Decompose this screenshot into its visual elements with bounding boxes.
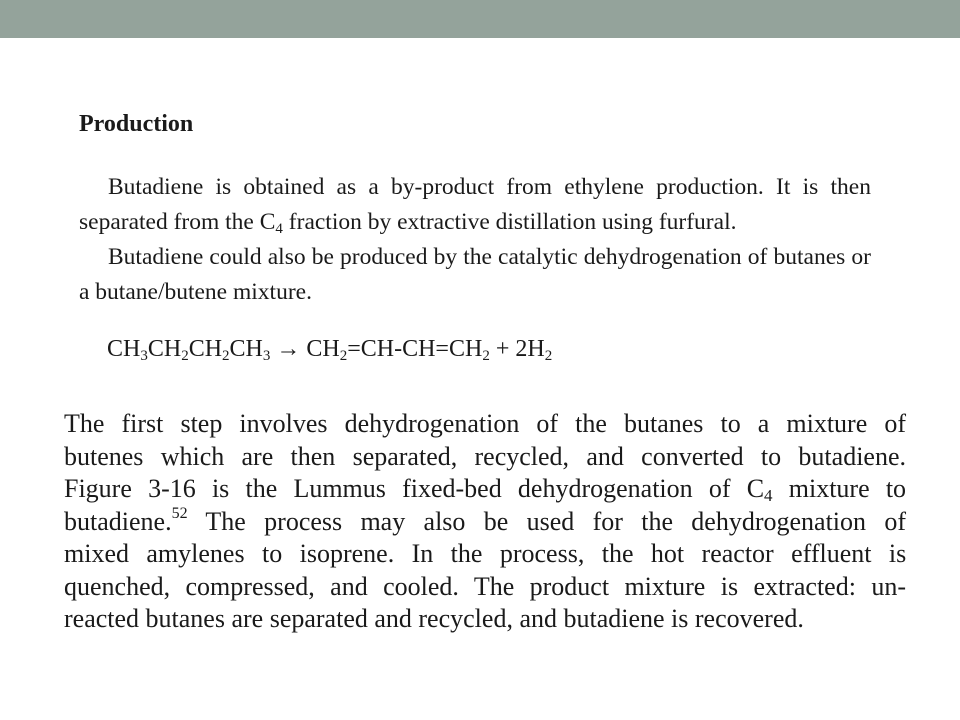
subscript: 4: [764, 486, 773, 505]
text-line: butenes which are then separated, recycled, and converted to butadiene.: [64, 441, 906, 471]
paragraph-catalytic-dehydrogenation: Butadiene could also be produced by the catalytic dehydrogenation of butanes or a butane/butene mixture.: [79, 244, 871, 305]
subscript: 2: [544, 348, 553, 364]
chemical-equation: [107, 334, 552, 364]
subscript: 2: [181, 348, 189, 364]
paragraph-ethylene-byproduct: [79, 170, 871, 240]
text-line: quenched, compressed, and cooled. The product mixture is extracted: un-: [64, 571, 906, 601]
subscript: 2: [482, 348, 490, 364]
paragraph-text: fraction by extractive distillation using furfural.: [282, 209, 737, 235]
text-segment: The process may also be used for the dehydrogenation of: [187, 506, 906, 536]
formula-part: CH: [306, 336, 340, 362]
section-heading: Production: [79, 111, 194, 137]
formula-part: CH: [188, 336, 223, 362]
text-line: [64, 473, 906, 506]
formula-part: =CH-CH=CH: [347, 336, 483, 362]
textbook-excerpt-lummus-process: [64, 408, 906, 636]
formula-part: + 2H: [489, 336, 545, 362]
footnote-reference: 52: [171, 504, 188, 522]
paragraph-text: Butadiene is obtained as a by-product from ethylene production. It is then separated from the C: [79, 174, 871, 235]
text-line: The first step involves dehydrogenation of the butanes to a mixture of: [64, 409, 906, 438]
text-segment: mixture to: [772, 474, 907, 503]
formula-part: CH: [107, 336, 141, 362]
text-segment: butadiene.: [64, 506, 172, 536]
text-line: mixed amylenes to isoprene. In the process, the hot reactor effluent is: [64, 539, 907, 568]
text-line: [64, 506, 906, 539]
subscript: 2: [222, 348, 230, 364]
subscript: 3: [140, 348, 148, 364]
reaction-arrow-icon: →: [276, 336, 301, 362]
text-segment: Figure 3-16 is the Lummus fixed-bed dehydrogenation of C: [64, 474, 765, 503]
subscript: 3: [262, 348, 271, 364]
text-line: reacted butanes are separated and recycled, and butadiene is recovered.: [64, 604, 804, 633]
subscript: 2: [339, 348, 348, 364]
formula-part: CH: [147, 336, 182, 362]
formula-part: CH: [229, 336, 263, 362]
subscript: 4: [275, 221, 283, 237]
